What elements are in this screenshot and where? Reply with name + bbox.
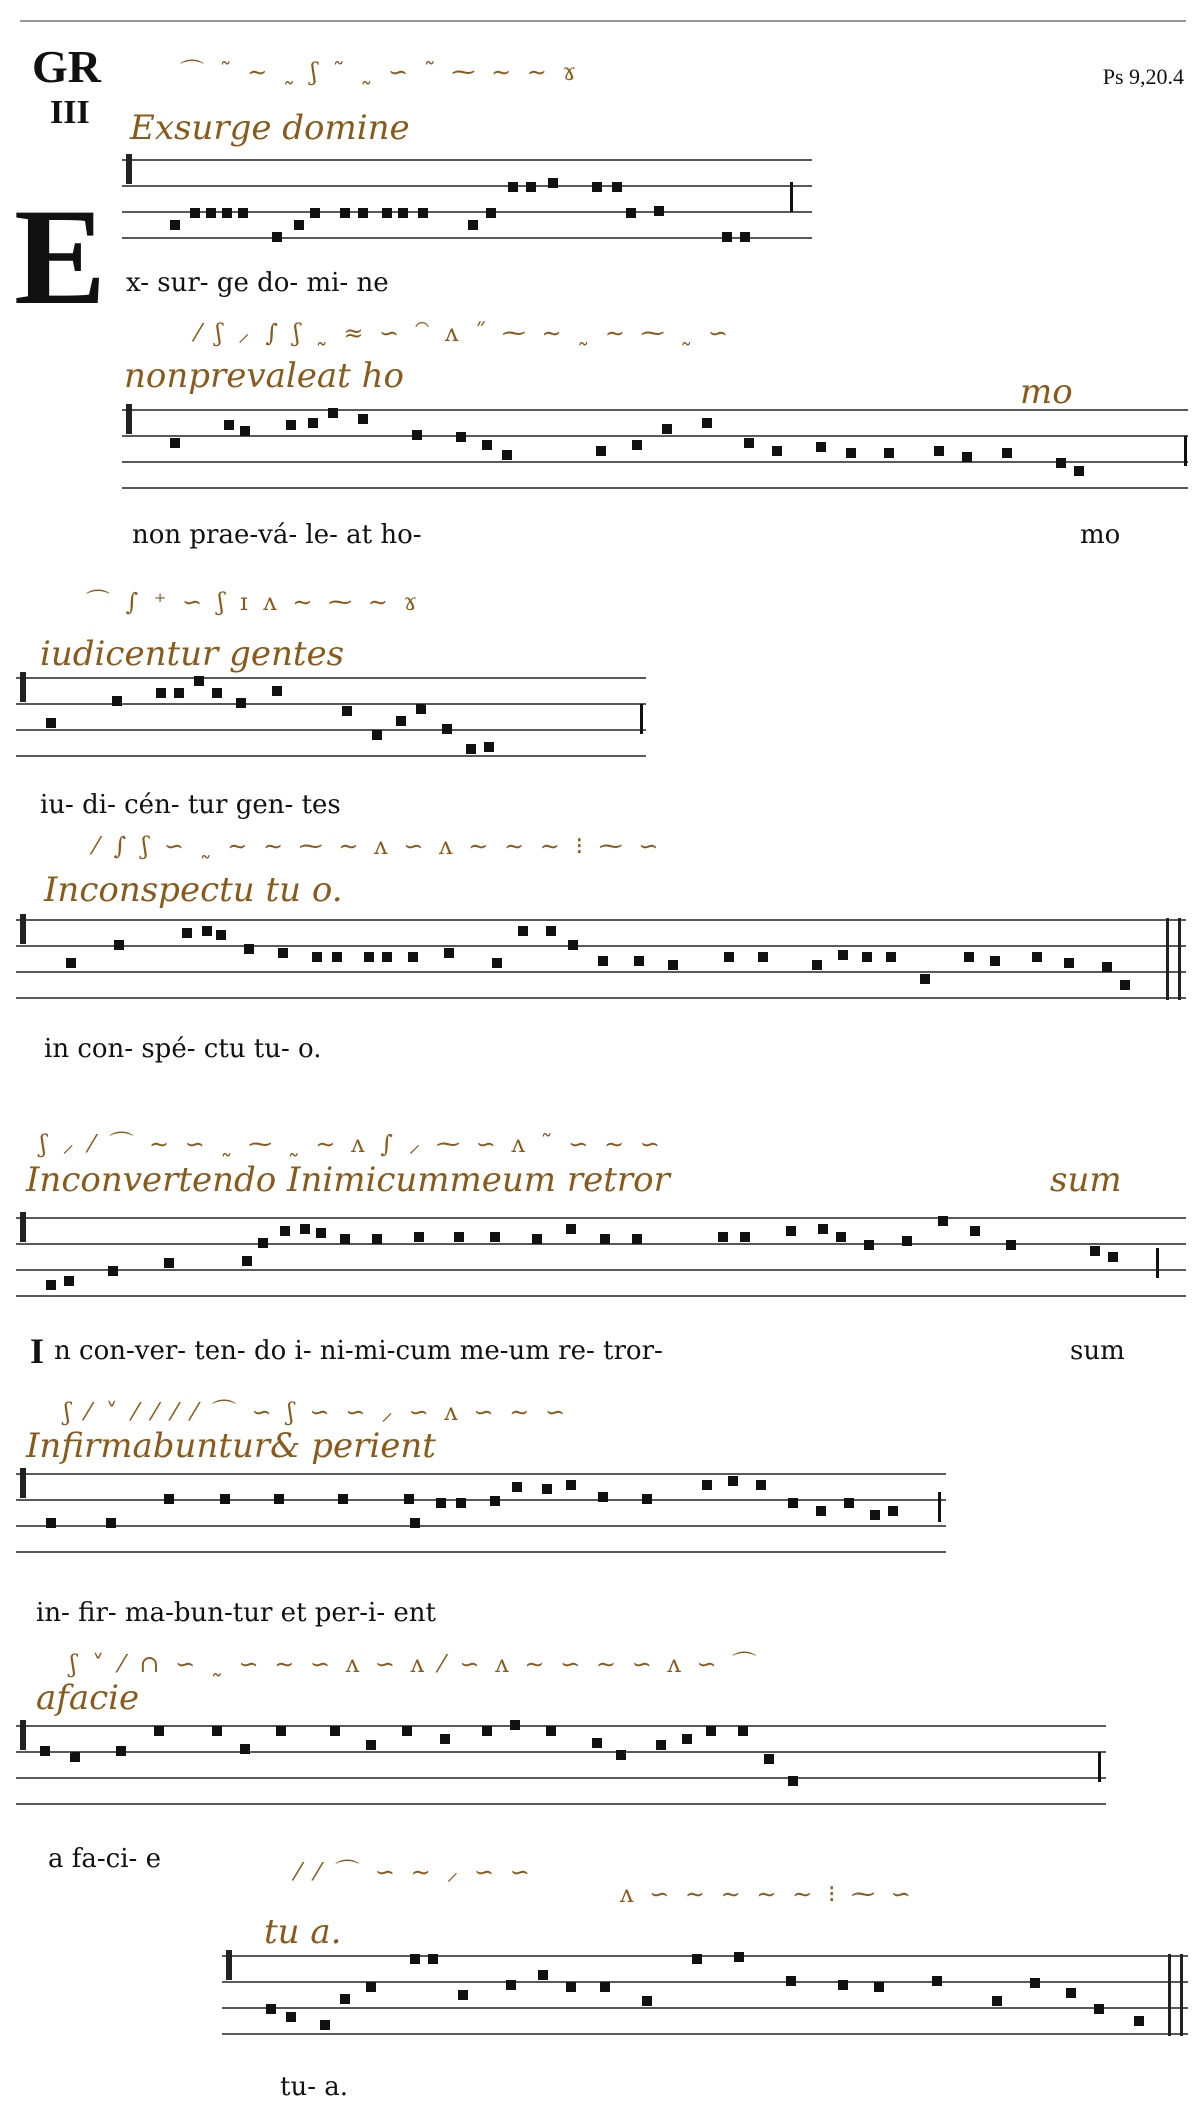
staff-lines xyxy=(16,1204,1186,1316)
music-staff xyxy=(122,150,812,246)
lyric-line: iu- di- cén- tur gen- tes xyxy=(40,790,341,820)
adiastematic-neumes: ⁄ ʃ ⸝ ∫ ʃ ˷ ≈ ∽ ⁀ ʌ ˝ ⁓ ∼ ˷ ∼ ⁓ ˷ ∽ xyxy=(196,319,732,347)
staff-lines xyxy=(16,906,1186,1010)
adiastematic-neumes: ⌒ ˜ ∼ ˷ ʃ ˜ ˷ ∽ ˜ ⁓ ∼ ∼ ɤ xyxy=(180,58,581,86)
music-staff xyxy=(222,1942,1188,2046)
manuscript-text: Inconvertendo Inimicummeum retror xyxy=(26,1160,670,1200)
lyric-line: n con-ver- ten- do i- ni-mi-cum me-um re- tror- xyxy=(54,1336,663,1366)
manuscript-text-right: sum xyxy=(1050,1160,1122,1200)
adiastematic-neumes: ⁄ ⁄ ⌒ ∽ ∼ ⸝ ∽ ∽ xyxy=(296,1858,534,1886)
manuscript-text: iudicentur gentes xyxy=(40,634,345,674)
manuscript-text: Infirmabuntur& perient xyxy=(26,1426,436,1466)
music-staff xyxy=(122,400,1188,496)
lyric-line: x- sur- ge do- mi- ne xyxy=(126,268,389,298)
adiastematic-neumes: ʃ ⸝ ⁄ ⌒ ∼ ∽ ˷ ⁓ ˷ ∼ ʌ ∫ ⸝ ⁓ ∽ ʌ ˜ ∽ ∼ ∽ xyxy=(40,1130,664,1158)
lyric-line: tu- a. xyxy=(280,2072,349,2102)
adiastematic-neumes: ʃ ˅ ⁄ ∩ ∽ ˷ ∽ ∼ ∽ ʌ ∽ ʌ ⁄ ∽ ʌ ∼ ∽ ∼ ∽ ʌ ∽ ⌒ xyxy=(70,1650,761,1678)
manuscript-text: Inconspectu tu o. xyxy=(44,870,343,910)
manuscript-text: tu a. xyxy=(264,1912,342,1952)
staff-lines xyxy=(16,664,646,768)
lyric-line: in- fir- ma-bun-tur et per-i- ent xyxy=(36,1598,436,1628)
lyric-line-right: mo xyxy=(1080,520,1121,550)
lyric-line-right: sum xyxy=(1070,1336,1125,1366)
lyric-line: a fa-ci- e xyxy=(48,1844,161,1874)
adiastematic-neumes: ⌒ ∫ ⁺ ∽ ʃ ɪ ʌ ∼ ⁓ ∼ ɤ xyxy=(86,588,422,616)
music-staff xyxy=(16,1204,1186,1316)
manuscript-text: afacie xyxy=(36,1678,140,1718)
top-rule xyxy=(20,20,1186,22)
manuscript-text: Exsurge domine xyxy=(130,108,410,148)
mode-label: GR xyxy=(32,41,101,92)
staff-lines xyxy=(122,150,812,246)
staff-lines xyxy=(16,1712,1106,1824)
mode-number: III xyxy=(50,94,90,131)
lyric-line: non prae-vá- le- at ho- xyxy=(132,520,422,550)
drop-initial: E xyxy=(14,180,107,333)
staff-lines xyxy=(16,1460,946,1572)
music-staff xyxy=(16,1712,1106,1824)
lyric-line: in con- spé- ctu tu- o. xyxy=(44,1034,322,1064)
adiastematic-neumes: ⁄ ∫ ʃ ∽ ˷ ∼ ∼ ⁓ ∼ ʌ ∽ ʌ ∼ ∼ ∼ ⁝ ⁓ ∽ xyxy=(94,832,663,860)
psalm-reference: Ps 9,20.4 xyxy=(1102,64,1184,89)
manuscript-text-right: mo xyxy=(1020,372,1073,412)
staff-lines xyxy=(222,1942,1188,2046)
music-staff xyxy=(16,664,646,768)
adiastematic-neumes: ʌ ∽ ∼ ∼ ∼ ∼ ⁝ ⁓ ∽ xyxy=(620,1880,915,1908)
music-staff xyxy=(16,906,1186,1010)
manuscript-text: nonprevaleat ho xyxy=(124,356,404,396)
music-staff xyxy=(16,1460,946,1572)
staff-lines xyxy=(122,400,1188,496)
lyric-initial: I xyxy=(30,1331,45,1371)
adiastematic-neumes: ʃ ⁄ ˅ ⁄ ⁄ ⁄ ⁄ ⌒ ∽ ʃ ∽ ∽ ⸝ ∽ ʌ ∽ ∼ ∽ xyxy=(64,1398,570,1426)
